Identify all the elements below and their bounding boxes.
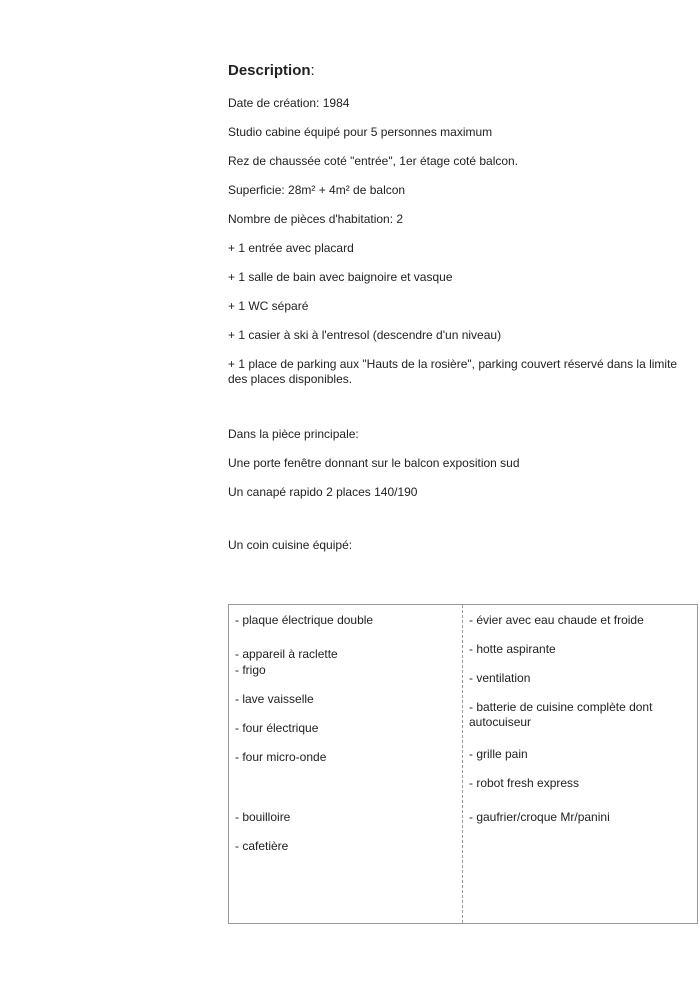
kitchen-item: - four micro-onde — [235, 750, 327, 764]
entrance-item: + 1 entrée avec placard — [228, 241, 354, 255]
kitchen-item: - plaque électrique double — [235, 613, 374, 627]
kitchen-right-column — [463, 605, 697, 923]
creation-date: Date de création: 1984 — [228, 96, 350, 110]
kitchen-item: - bouilloire — [235, 810, 291, 824]
main-room-window: Une porte fenêtre donnant sur le balcon exposition sud — [228, 456, 520, 470]
kitchen-item: - appareil à raclette — [235, 647, 338, 661]
kitchen-item: - batterie de cuisine complète dont autocuiseur — [469, 700, 653, 729]
kitchen-title: Un coin cuisine équipé: — [228, 538, 353, 552]
document-body — [228, 60, 700, 567]
kitchen-item: - frigo — [235, 663, 266, 677]
main-room-sofa: Un canapé rapido 2 places 140/190 — [228, 485, 418, 499]
kitchen-item: - cafetière — [235, 839, 289, 853]
ski-locker-item: + 1 casier à ski à l'entresol (descendre d'un niveau) — [228, 328, 502, 342]
main-room-title: Dans la pièce principale: — [228, 427, 359, 441]
description-heading-label: Description — [228, 62, 311, 79]
kitchen-item: - ventilation — [469, 671, 531, 685]
studio-capacity: Studio cabine équipé pour 5 personnes maximum — [228, 125, 493, 139]
kitchen-equipment-table — [228, 604, 698, 924]
room-count: Nombre de pièces d'habitation: 2 — [228, 212, 404, 226]
kitchen-item: - robot fresh express — [469, 776, 580, 790]
description-heading-colon: : — [310, 62, 315, 79]
kitchen-item: - lave vaisselle — [235, 692, 314, 706]
parking-item: + 1 place de parking aux "Hauts de la rosière", parking couvert réservé dans la limite des places disponibles. — [228, 357, 678, 386]
kitchen-item: - gaufrier/croque Mr/panini — [469, 810, 610, 824]
kitchen-item: - évier avec eau chaude et froide — [469, 613, 644, 627]
floor-layout: Rez de chaussée coté "entrée", 1er étage coté balcon. — [228, 154, 519, 168]
wc-item: + 1 WC séparé — [228, 299, 309, 313]
kitchen-left-column — [229, 605, 463, 923]
surface-area: Superficie: 28m² + 4m² de balcon — [228, 183, 406, 197]
kitchen-item: - hotte aspirante — [469, 642, 556, 656]
kitchen-item: - four électrique — [235, 721, 319, 735]
kitchen-item: - grille pain — [469, 747, 528, 761]
bathroom-item: + 1 salle de bain avec baignoire et vasque — [228, 270, 453, 284]
description-heading — [228, 60, 700, 82]
